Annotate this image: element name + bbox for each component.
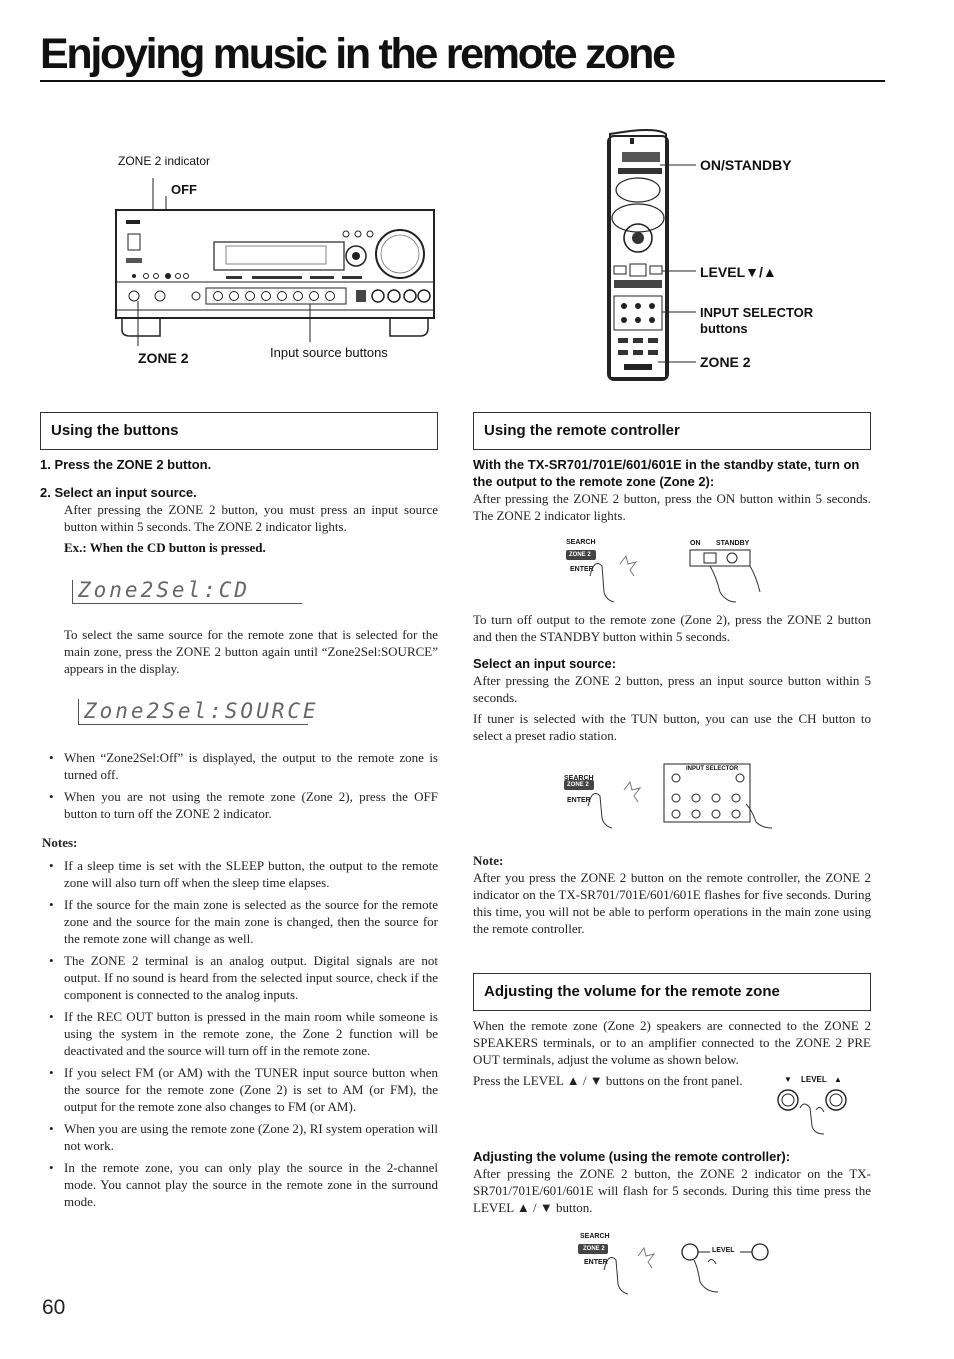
display-2-left-rule — [78, 699, 79, 725]
example-label: Ex.: When the CD button is pressed. — [64, 540, 266, 555]
remote-on-figure — [560, 536, 800, 606]
remote-illustration — [600, 128, 710, 386]
fig2-input-selector-label: INPUT SELECTOR — [686, 766, 739, 772]
display-1-underline — [72, 603, 302, 604]
on-standby-label: ON/STANDBY — [700, 157, 792, 173]
note-item: • If the REC OUT button is pressed in the main room while someone is using the system in the remote zone, the Zone 2 function will be deactivated and the source will turn off in the remote zone. — [42, 1008, 438, 1059]
fig1-zone2-label: ZONE 2 — [569, 552, 591, 558]
remote-zone2-label: ZONE 2 — [700, 354, 751, 370]
input-source-label: Input source buttons — [270, 345, 388, 360]
fig3-level-label: LEVEL — [712, 1247, 735, 1254]
fig3-enter-label: ENTER — [584, 1259, 608, 1266]
bullet-item: • When “Zone2Sel:Off” is displayed, the output to the remote zone is turned off. — [42, 749, 438, 783]
step-1: 1. Press the ZONE 2 button. — [40, 457, 212, 472]
page-title: Enjoying music in the remote zone — [40, 30, 674, 78]
step-2: 2. Select an input source. — [40, 485, 197, 500]
step-2-text: After pressing the ZONE 2 button, you must press an input source button within 5 seconds. The ZONE 2 indicator lights. — [64, 502, 438, 534]
display-2-underline — [78, 724, 308, 725]
input-selector-buttons-label: buttons — [700, 321, 748, 336]
remote-note-text: After you press the ZONE 2 button on the remote controller, the ZONE 2 indicator on the TX-SR701/701E/601/601E flashes for five seconds. During this time, you will not be able to perform operations in the main zone using the remote controller. — [473, 870, 871, 936]
display-1-left-rule — [72, 580, 73, 604]
note-item: • In the remote zone, you can only play the source in the 2-channel mode. You cannot play the source in the remote zone in the surround mode. — [42, 1159, 438, 1210]
select-input-subheading: Select an input source: — [473, 656, 617, 671]
level-down-arrow: ▼ — [784, 1075, 792, 1084]
remote-note-heading: Note: — [473, 853, 504, 868]
remote-input-figure — [560, 760, 800, 830]
level-up-arrow: ▲ — [834, 1075, 842, 1084]
remote-standby-text: After pressing the ZONE 2 button, press the ON button within 5 seconds. The ZONE 2 indicator lights. — [473, 491, 871, 523]
remote-standby-section — [473, 456, 871, 524]
input-selector-label: INPUT SELECTOR — [700, 305, 814, 320]
fig1-standby-label: STANDBY — [716, 540, 750, 547]
same-source-text: To select the same source for the remote zone that is selected for the main zone, press the ZONE 2 button again until “Zone2Sel:SOURCE” appears in the display. — [64, 627, 438, 676]
display-readout-source: Zone2Sel:SOURCE — [84, 699, 319, 723]
title-rule — [40, 80, 885, 82]
fig2-search-label: SEARCH — [564, 775, 594, 782]
fig1-search-label: SEARCH — [566, 539, 596, 546]
fig3-search-label: SEARCH — [580, 1233, 610, 1240]
note-item: • When you are using the remote zone (Zone 2), RI system operation will not work. — [42, 1120, 438, 1154]
note-item: • If the source for the main zone is selected as the source for the remote zone and the source for the main zone is changed, then the source for the remote zone will change as well. — [42, 896, 438, 947]
adjust-remote-subheading: Adjusting the volume (using the remote controller): — [473, 1149, 791, 1164]
fig2-zone2-label: ZONE 2 — [567, 782, 589, 788]
fig2-enter-label: ENTER — [567, 797, 591, 804]
adjust-volume-text-2: Press the LEVEL ▲ / ▼ buttons on the front panel. — [473, 1073, 743, 1088]
zone2-button-label: ZONE 2 — [138, 350, 189, 366]
using-buttons-heading: Using the buttons — [40, 412, 438, 450]
using-buttons-bullets — [42, 749, 438, 1210]
adjust-remote-section — [473, 1148, 871, 1216]
remote-off-section — [473, 611, 871, 744]
off-label: OFF — [171, 182, 197, 197]
select-input-text-1: After pressing the ZONE 2 button, press an input source button within 5 seconds. — [473, 673, 871, 705]
level-buttons-figure — [770, 1086, 870, 1136]
adjust-remote-text: After pressing the ZONE 2 button, the ZONE 2 indicator on the TX-SR701/701E/601/601E will flash for 5 seconds. During this time press the LEVEL ▲ / ▼ button. — [473, 1166, 871, 1215]
remote-note-section — [473, 852, 871, 937]
fig1-on-label: ON — [690, 540, 701, 547]
using-remote-heading: Using the remote controller — [473, 412, 871, 450]
page-number: 60 — [42, 1296, 66, 1319]
note-item: • If you select FM (or AM) with the TUNER input source button when the source for the remote zone (Zone 2) is set to AM (or FM), the output for the remote zone also changes to FM (or AM). — [42, 1064, 438, 1115]
level-fig-label: LEVEL — [801, 1075, 827, 1084]
fig3-zone2-label: ZONE 2 — [583, 1246, 605, 1252]
adjust-volume-text-1: When the remote zone (Zone 2) speakers are connected to the ZONE 2 SPEAKERS terminals, or to an amplifier connected to the ZONE 2 PRE OUT terminals, adjust the volume as shown below. — [473, 1018, 871, 1067]
note-item: • If a sleep time is set with the SLEEP button, the output to the remote zone will also turn off when the sleep time elapses. — [42, 857, 438, 891]
zone2-indicator-label: ZONE 2 indicator — [118, 154, 211, 168]
remote-standby-subheading: With the TX-SR701/701E/601/601E in the standby state, turn on the output to the remote zone (Zone 2): — [473, 457, 860, 489]
level-label: LEVEL▼/▲ — [700, 264, 777, 280]
front-panel-illustration — [110, 170, 440, 350]
using-buttons-steps — [40, 456, 438, 556]
remote-off-text: To turn off output to the remote zone (Zone 2), press the ZONE 2 button and then the STANDBY button within 5 seconds. — [473, 612, 871, 644]
fig1-enter-label: ENTER — [570, 566, 594, 573]
bullet-item: • When you are not using the remote zone (Zone 2), press the OFF button to turn off the ZONE 2 indicator. — [42, 788, 438, 822]
notes-heading: Notes: — [42, 835, 78, 850]
display-readout-cd: Zone2Sel:CD — [78, 578, 251, 602]
select-input-text-2: If tuner is selected with the TUN button, you can use the CH button to select a preset radio station. — [473, 711, 871, 743]
adjust-volume-heading: Adjusting the volume for the remote zone — [473, 973, 871, 1011]
same-source-paragraph — [64, 626, 438, 677]
note-item: • The ZONE 2 terminal is an analog output. Digital signals are not output. If no sound is heard from the selected input source, check if the component is connected to the analog inputs. — [42, 952, 438, 1003]
